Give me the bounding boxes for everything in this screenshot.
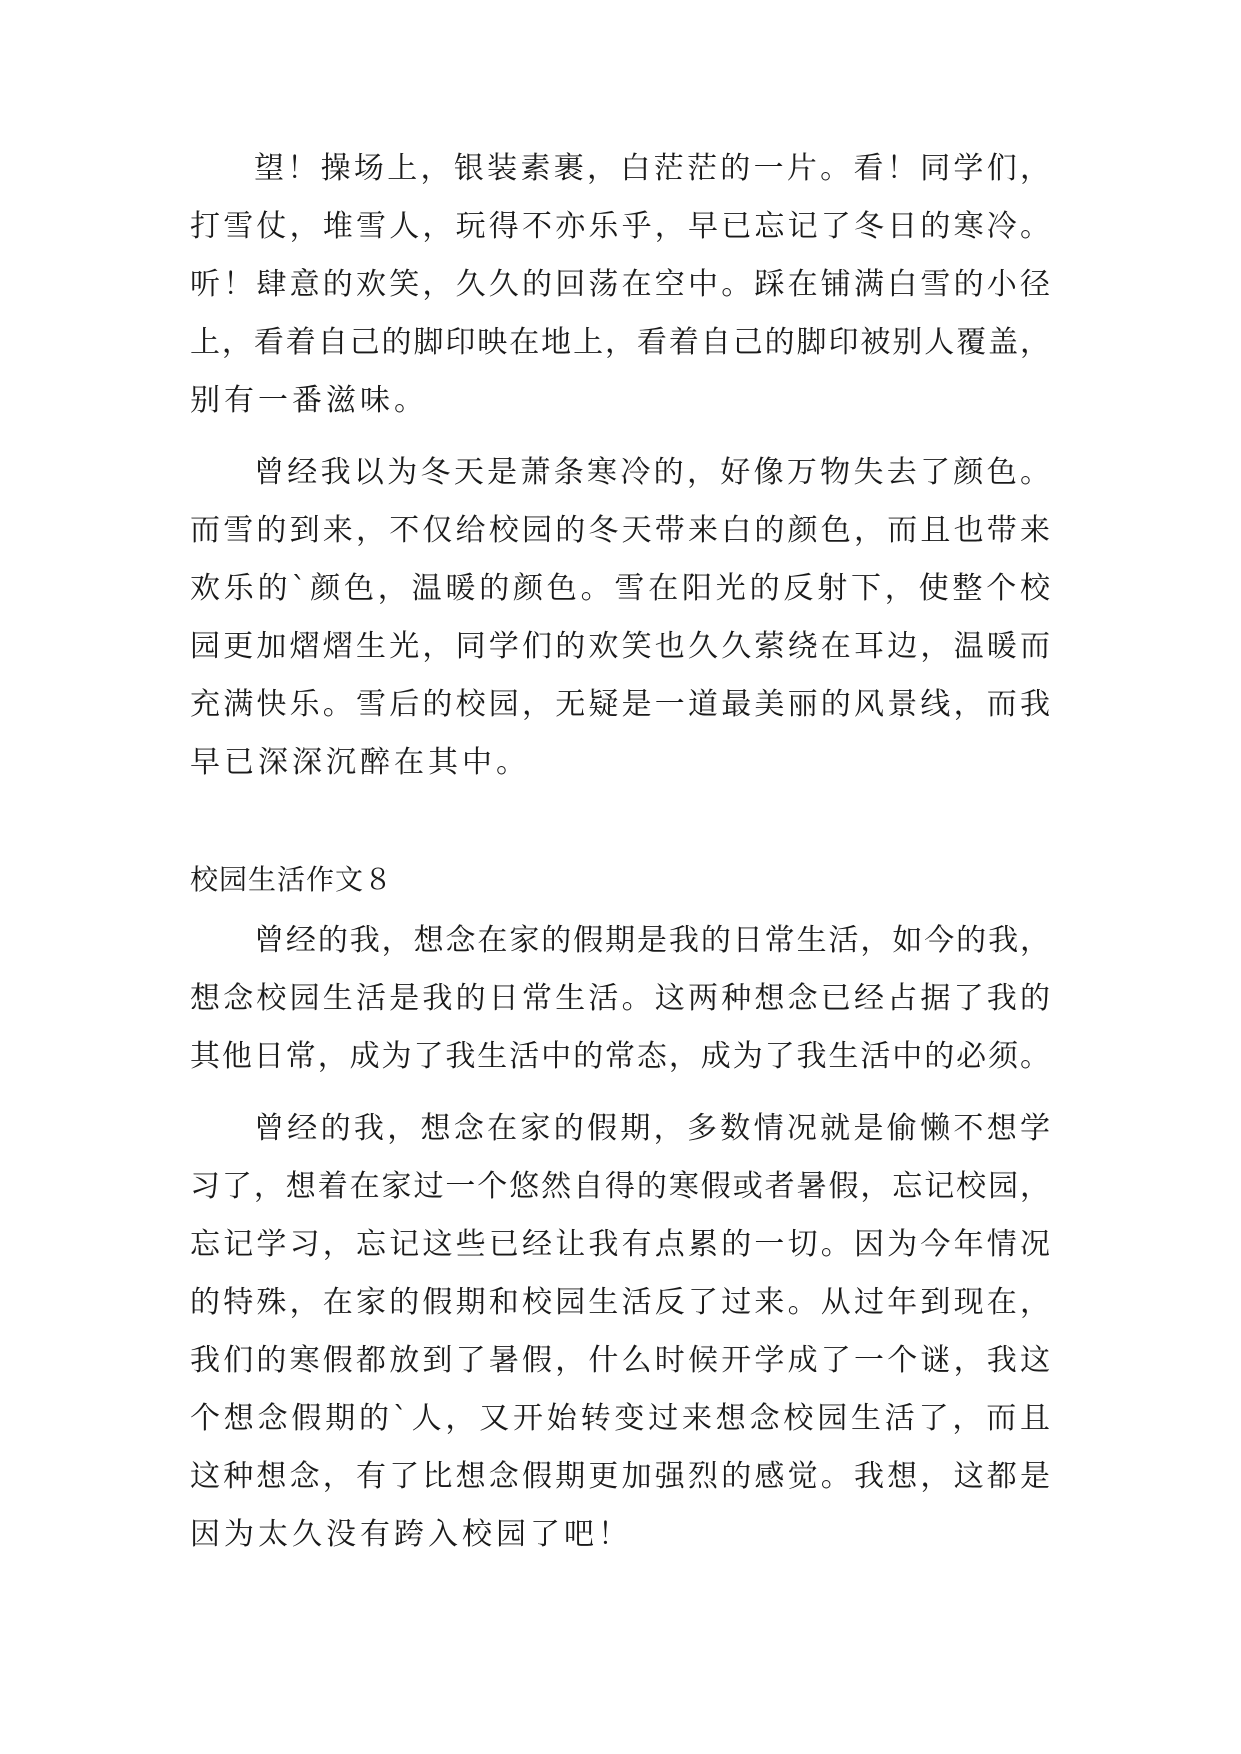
text-line: 曾经的我，想念在家的假期，多数情况就是偷懒不想学 bbox=[254, 1111, 1050, 1146]
text-line: 个想念假期的`人，又开始转变过来想念校园生活了，而且 bbox=[190, 1401, 1050, 1436]
text-line: 打雪仗，堆雪人，玩得不亦乐乎，早已忘记了冬日的寒冷。 bbox=[190, 209, 1050, 244]
text-line: 充满快乐。雪后的校园，无疑是一道最美丽的风景线，而我 bbox=[190, 687, 1050, 722]
text-line: 忘记学习，忘记这些已经让我有点累的一切。因为今年情况 bbox=[190, 1227, 1050, 1262]
section-heading: 校园生活作文８ bbox=[190, 863, 394, 896]
text-line: 曾经我以为冬天是萧条寒冷的，好像万物失去了颜色。 bbox=[254, 455, 1050, 490]
text-line: 别有一番滋味。 bbox=[190, 383, 428, 418]
text-line: 因为太久没有跨入校园了吧！ bbox=[190, 1517, 632, 1552]
text-line: 我们的寒假都放到了暑假，什么时候开学成了一个谜，我这 bbox=[190, 1343, 1050, 1378]
text-line: 而雪的到来，不仅给校园的冬天带来白的颜色，而且也带来 bbox=[190, 513, 1050, 548]
text-line: 园更加熠熠生光，同学们的欢笑也久久萦绕在耳边，温暖而 bbox=[190, 629, 1050, 664]
text-line: 听！肆意的欢笑，久久的回荡在空中。踩在铺满白雪的小径 bbox=[190, 267, 1050, 302]
text-line: 这种想念，有了比想念假期更加强烈的感觉。我想，这都是 bbox=[190, 1459, 1050, 1494]
text-line: 的特殊，在家的假期和校园生活反了过来。从过年到现在， bbox=[190, 1285, 1050, 1320]
text-line: 上，看着自己的脚印映在地上，看着自己的脚印被别人覆盖， bbox=[190, 325, 1050, 360]
text-line: 想念校园生活是我的日常生活。这两种想念已经占据了我的 bbox=[190, 981, 1050, 1016]
text-line: 曾经的我，想念在家的假期是我的日常生活，如今的我， bbox=[254, 923, 1050, 958]
text-line: 欢乐的`颜色，温暖的颜色。雪在阳光的反射下，使整个校 bbox=[190, 571, 1050, 606]
text-line: 望！操场上，银装素裹，白茫茫的一片。看！同学们， bbox=[254, 151, 1050, 186]
text-line: 其他日常，成为了我生活中的常态，成为了我生活中的必须。 bbox=[190, 1039, 1050, 1074]
text-line: 习了，想着在家过一个悠然自得的寒假或者暑假，忘记校园， bbox=[190, 1169, 1050, 1204]
text-line: 早已深深沉醉在其中。 bbox=[190, 745, 530, 780]
